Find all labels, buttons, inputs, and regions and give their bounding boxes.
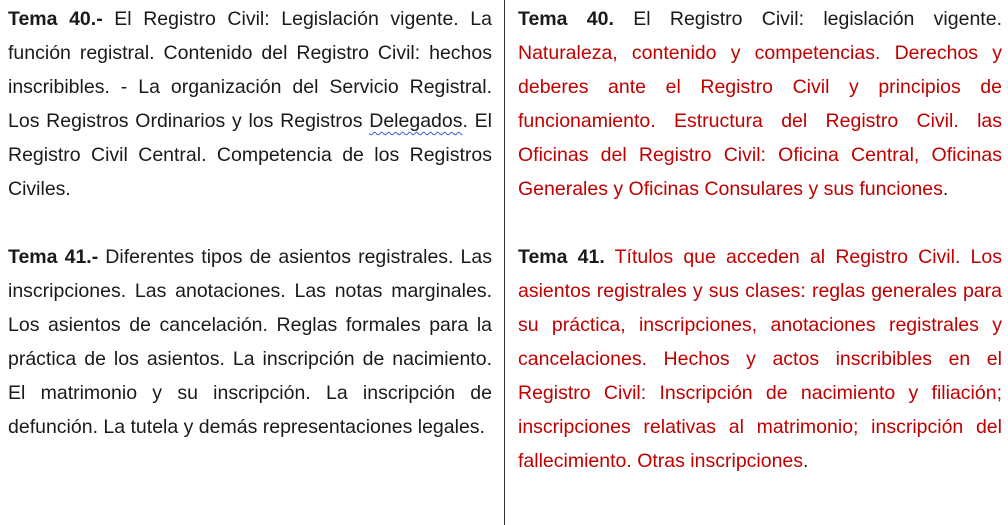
right-tema-41-end: . — [803, 450, 809, 472]
right-tema-41-title: Tema 41. — [518, 246, 605, 268]
right-tema-41-text-red: Títulos que acceden al Registro Civil. Los asientos registrales y sus clases: reglas generales para su práctica, inscripciones, anotaciones registrales y cancelaciones. Hechos y actos inscribibles en el Registro Civil: Inscripción de nacimiento y filiación; inscripciones relativas al matrimonio; inscripción del fallecimiento. Otras inscripciones — [518, 246, 1002, 472]
left-tema-40-text-a: El Registro Civil: Legislación vigente. La función registral. Contenido del Registro Civil: hechos inscribibles. - La organización del Servicio Registral. Los Registros Ordinarios y los Registros — [8, 8, 492, 132]
left-tema-41 — [8, 240, 492, 444]
right-column — [505, 0, 1008, 525]
left-tema-40-text-b: . El Registro Civil Central. Competencia de los Registros Civiles. — [8, 110, 492, 200]
right-tema-41 — [518, 240, 1002, 478]
left-tema-40-title: Tema 40.- — [8, 8, 103, 30]
left-tema-40 — [8, 2, 492, 206]
right-tema-40-title: Tema 40. — [518, 8, 614, 30]
right-tema-40-text-plain: El Registro Civil: legislación vigente. — [613, 8, 1002, 30]
right-tema-40 — [518, 2, 1002, 206]
left-tema-41-text: Diferentes tipos de asientos registrales. Las inscripciones. Las anotaciones. Las notas marginales. Los asientos de cancelación. Reglas formales para la práctica de los asientos. La inscripción de nacimiento. El matrimonio y su inscripción. La inscripción de defunción. La tutela y demás representaciones legales. — [8, 246, 492, 438]
right-tema-40-text-red: Naturaleza, contenido y competencias. Derechos y deberes ante el Registro Civil y principios de funcionamiento. Estructura del Registro Civil. las Oficinas del Registro Civil: Oficina Central, Oficinas Generales y Oficinas Consulares y sus funciones — [518, 42, 1002, 200]
right-tema-40-end: . — [942, 178, 949, 200]
left-tema-40-spellcheck-word: Delegados — [369, 110, 463, 132]
left-tema-41-title: Tema 41.- — [8, 246, 99, 268]
